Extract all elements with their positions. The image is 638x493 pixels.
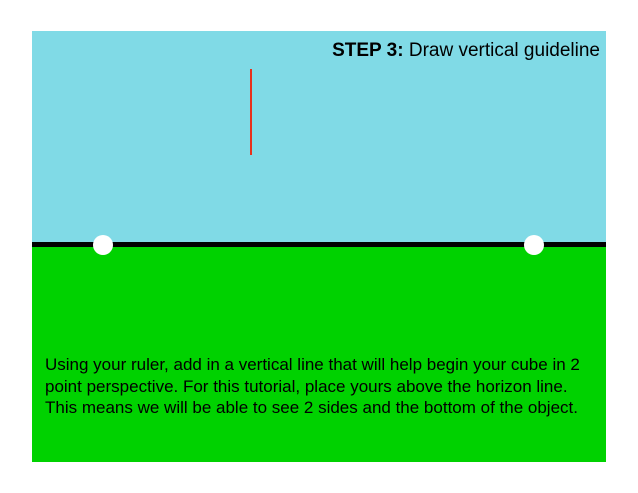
right-vanishing-point [524,235,544,255]
left-vanishing-point [93,235,113,255]
slide [32,31,606,462]
step-title-text: Draw vertical guideline [403,40,600,61]
horizon-line [32,242,606,247]
instruction-text: Using your ruler, add in a vertical line that will help begin your cube in 2 point perspective. For this tutorial, place yours above the horizon line. This means we will be able to see 2 sides and the bottom of the object. [45,355,580,417]
slide-title [332,40,600,62]
step-label: STEP 3: [332,40,404,61]
sky-area [32,31,606,245]
vertical-guideline [250,69,252,155]
